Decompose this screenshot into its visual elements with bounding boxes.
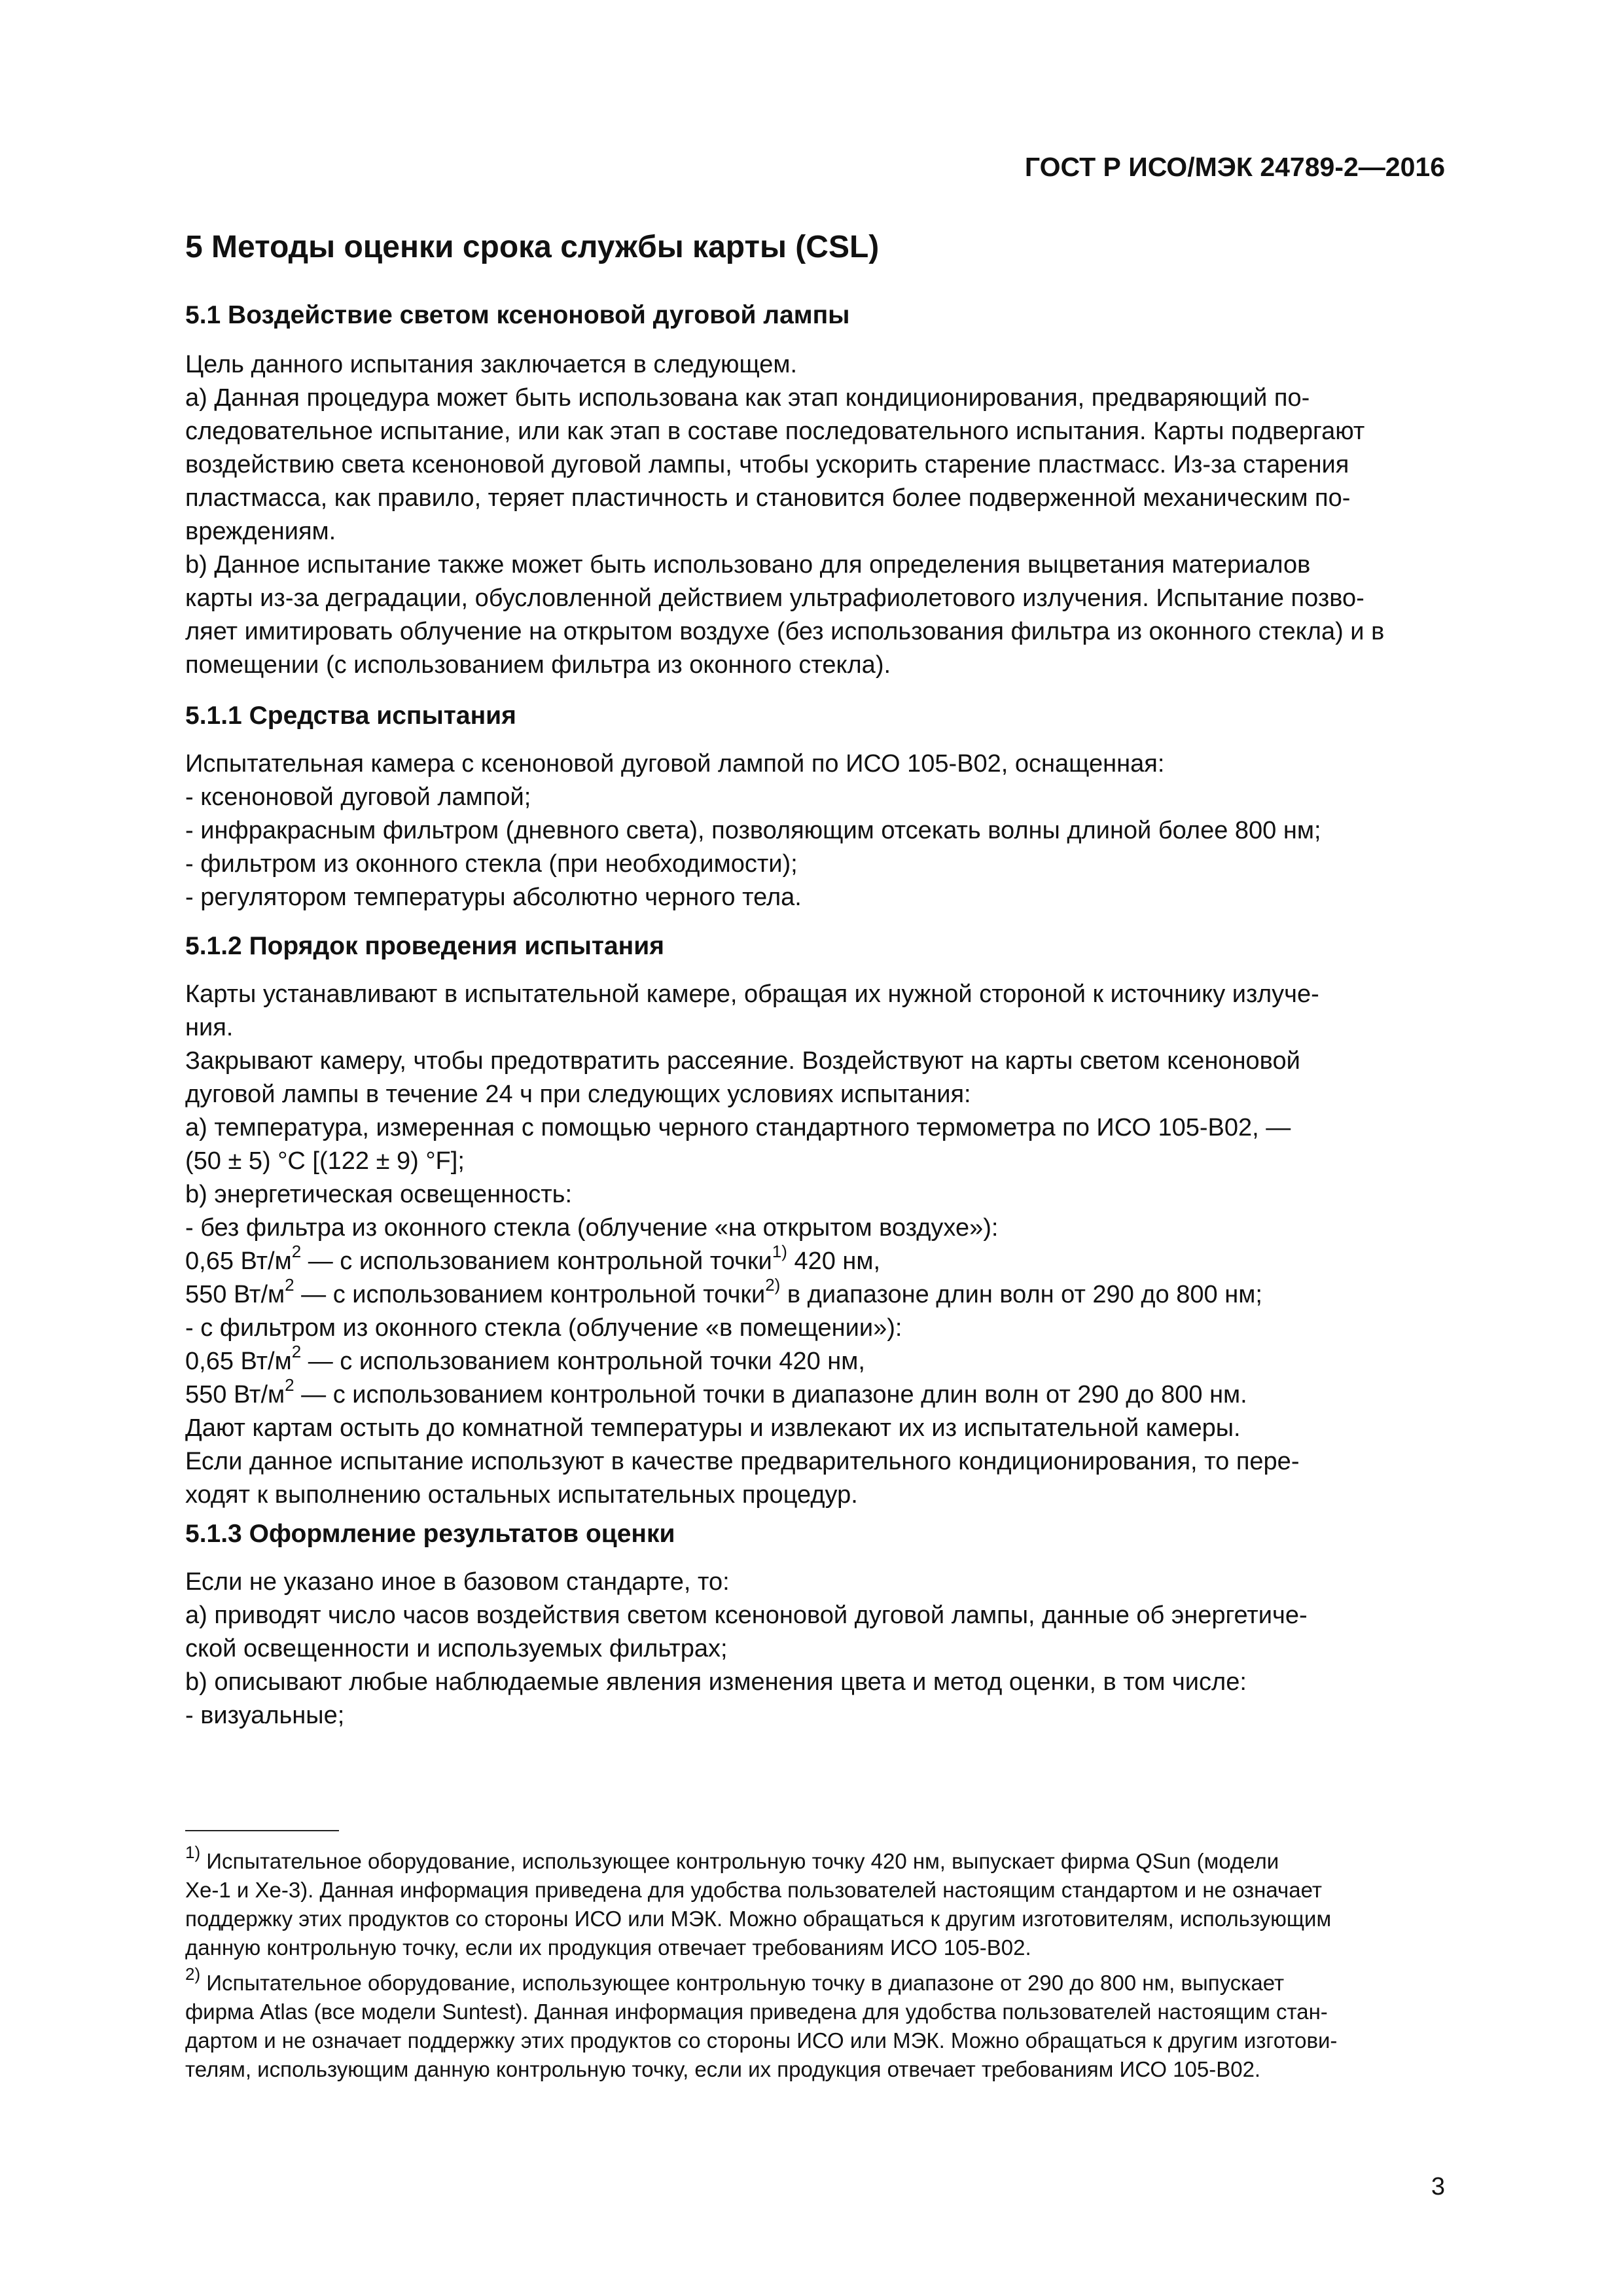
item-b-line: b) энергетическая освещенность:: [185, 1181, 573, 1208]
value-text: — с использованием контрольной точки: [301, 1247, 772, 1275]
section-5-1-2-body: [185, 978, 1445, 1512]
list-item: - визуальные;: [185, 1702, 345, 1729]
footnote-text: Испытательное оборудование, использующее контрольную точку в диапазоне от 290 до 800 нм, выпускает: [200, 1971, 1285, 1995]
footnote-line: [185, 1842, 1445, 1876]
superscript: 2: [291, 1242, 302, 1262]
footnote-line: телям, использующим данную контрольную точку, если их продукция отвечает требованиям ИСО 105-B02.: [185, 2057, 1261, 2081]
item-a-line: ской освещенности и используемых фильтрах;: [185, 1635, 728, 1662]
document-code: ГОСТ Р ИСО/МЭК 24789-2—2016: [1024, 152, 1445, 182]
footnote-2: [185, 1964, 1445, 2084]
irradiance-line: [185, 1242, 1445, 1278]
list-item: - с фильтром из оконного стекла (облучение «в помещении»):: [185, 1314, 902, 1342]
value-text: 0,65 Вт/м: [185, 1348, 292, 1375]
section-5-1-title: 5.1 Воздействие светом ксеноновой дуговой лампы: [185, 301, 850, 329]
footnote-text: Испытательное оборудование, использующее контрольную точку 420 нм, выпускает фирма QSun (модели: [200, 1849, 1279, 1873]
section-5-1-body: [185, 348, 1445, 682]
value-text: 0,65 Вт/м: [185, 1247, 292, 1275]
list-item: - без фильтра из оконного стекла (облучение «на открытом воздухе»):: [185, 1214, 999, 1242]
footnote-ref: 2): [765, 1275, 781, 1295]
list-item: - регулятором температуры абсолютно черного тела.: [185, 884, 802, 911]
irradiance-line: [185, 1342, 1445, 1378]
footnote-line: дартом и не означает поддержку этих продуктов со стороны ИСО или МЭК. Можно обращаться к другим изготови-: [185, 2028, 1338, 2053]
superscript: 2: [285, 1375, 294, 1395]
item-b-line: b) описывают любые наблюдаемые явления изменения цвета и метод оценки, в том числе:: [185, 1668, 1247, 1696]
list-item: - инфракрасным фильтром (дневного света), позволяющим отсекать волны длиной более 800 нм;: [185, 817, 1321, 844]
footnote-line: данную контрольную точку, если их продукция отвечает требованиям ИСО 105-B02.: [185, 1935, 1031, 1960]
section-5-1-2-title: 5.1.2 Порядок проведения испытания: [185, 932, 664, 960]
section-5-1-3-title: 5.1.3 Оформление результатов оценки: [185, 1520, 675, 1548]
footnote-line: поддержку этих продуктов со стороны ИСО или МЭК. Можно обращаться к другим изготовителям, использующим: [185, 1907, 1332, 1931]
value-text: — с использованием контрольной точки в диапазоне длин волн от 290 до 800 нм.: [294, 1381, 1247, 1408]
item-a-line: a) приводят число часов воздействия светом ксеноновой дуговой лампы, данные об энергетиче-: [185, 1602, 1308, 1629]
item-b-line: ляет имитировать облучение на открытом воздухе (без использования фильтра из оконного стекла) и в: [185, 618, 1385, 645]
paragraph-line: ходят к выполнению остальных испытательных процедур.: [185, 1481, 858, 1509]
paragraph: Если не указано иное в базовом стандарте, то:: [185, 1568, 730, 1596]
page-number: 3: [1431, 2173, 1445, 2200]
item-a-line: a) температура, измеренная с помощью черного стандартного термометра по ИСО 105-B02, —: [185, 1114, 1291, 1141]
superscript: 2: [291, 1342, 302, 1362]
value-text: 420 нм,: [787, 1247, 881, 1275]
value-text: — с использованием контрольной точки: [294, 1281, 766, 1308]
paragraph-line: дуговой лампы в течение 24 ч при следующих условиях испытания:: [185, 1081, 971, 1108]
paragraph: Цель данного испытания заключается в следующем.: [185, 351, 798, 378]
irradiance-line: [185, 1375, 1445, 1412]
value-text: 550 Вт/м: [185, 1381, 285, 1408]
footnote-line: фирма Atlas (все модели Suntest). Данная информация приведена для удобства пользователей настоящим стан-: [185, 2000, 1328, 2024]
footnote-line: [185, 1964, 1445, 1998]
paragraph-line: Закрывают камеру, чтобы предотвратить рассеяние. Воздействуют на карты светом ксеноновой: [185, 1047, 1300, 1075]
section-5-1-1-title: 5.1.1 Средства испытания: [185, 702, 516, 730]
item-a-line: следовательное испытание, или как этап в составе последовательного испытания. Карты подвергают: [185, 418, 1365, 445]
item-a-line: (50 ± 5) °С [(122 ± 9) °F];: [185, 1147, 465, 1175]
value-text: — с использованием контрольной точки 420 нм,: [301, 1348, 865, 1375]
item-a-line: вреждениям.: [185, 518, 336, 545]
item-a-line: a) Данная процедура может быть использована как этап кондиционирования, предваряющий по-: [185, 384, 1310, 412]
superscript: 2: [285, 1275, 294, 1295]
item-b-line: помещении (с использованием фильтра из оконного стекла).: [185, 651, 891, 679]
value-text: в диапазоне длин волн от 290 до 800 нм;: [780, 1281, 1262, 1308]
list-item: - ксеноновой дуговой лампой;: [185, 783, 531, 811]
footnote-ref: 1): [772, 1242, 787, 1262]
irradiance-line: [185, 1275, 1445, 1312]
paragraph-line: Карты устанавливают в испытательной камере, обращая их нужной стороной к источнику излуче-: [185, 980, 1319, 1008]
footnote-separator: [185, 1830, 339, 1831]
section-5-1-3-body: [185, 1566, 1445, 1732]
section-5-1-1-body: [185, 747, 1445, 914]
item-b-line: b) Данное испытание также может быть использовано для определения выцветания материалов: [185, 551, 1311, 579]
footnote-line: Хе-1 и Хе-3). Данная информация приведена для удобства пользователей настоящим стандартом и не означает: [185, 1878, 1322, 1902]
section-5-title: 5 Методы оценки срока службы карты (CSL): [185, 230, 880, 264]
footnote-1: [185, 1842, 1445, 1962]
footnote-mark: 1): [185, 1842, 201, 1862]
footnote-mark: 2): [185, 1964, 201, 1984]
paragraph-line: Дают картам остыть до комнатной температуры и извлекают их из испытательной камеры.: [185, 1414, 1241, 1442]
value-text: 550 Вт/м: [185, 1281, 285, 1308]
item-b-line: карты из-за деградации, обусловленной действием ультрафиолетового излучения. Испытание позво-: [185, 584, 1364, 612]
item-a-line: пластмасса, как правило, теряет пластичность и становится более подверженной механическим по-: [185, 484, 1351, 512]
paragraph: Испытательная камера с ксеноновой дуговой лампой по ИСО 105-B02, оснащенная:: [185, 750, 1165, 778]
list-item: - фильтром из оконного стекла (при необходимости);: [185, 850, 798, 878]
item-a-line: воздействию света ксеноновой дуговой лампы, чтобы ускорить старение пластмасс. Из-за старения: [185, 451, 1349, 478]
paragraph-line: ния.: [185, 1014, 234, 1041]
paragraph-line: Если данное испытание используют в качестве предварительного кондиционирования, то пере-: [185, 1448, 1300, 1475]
